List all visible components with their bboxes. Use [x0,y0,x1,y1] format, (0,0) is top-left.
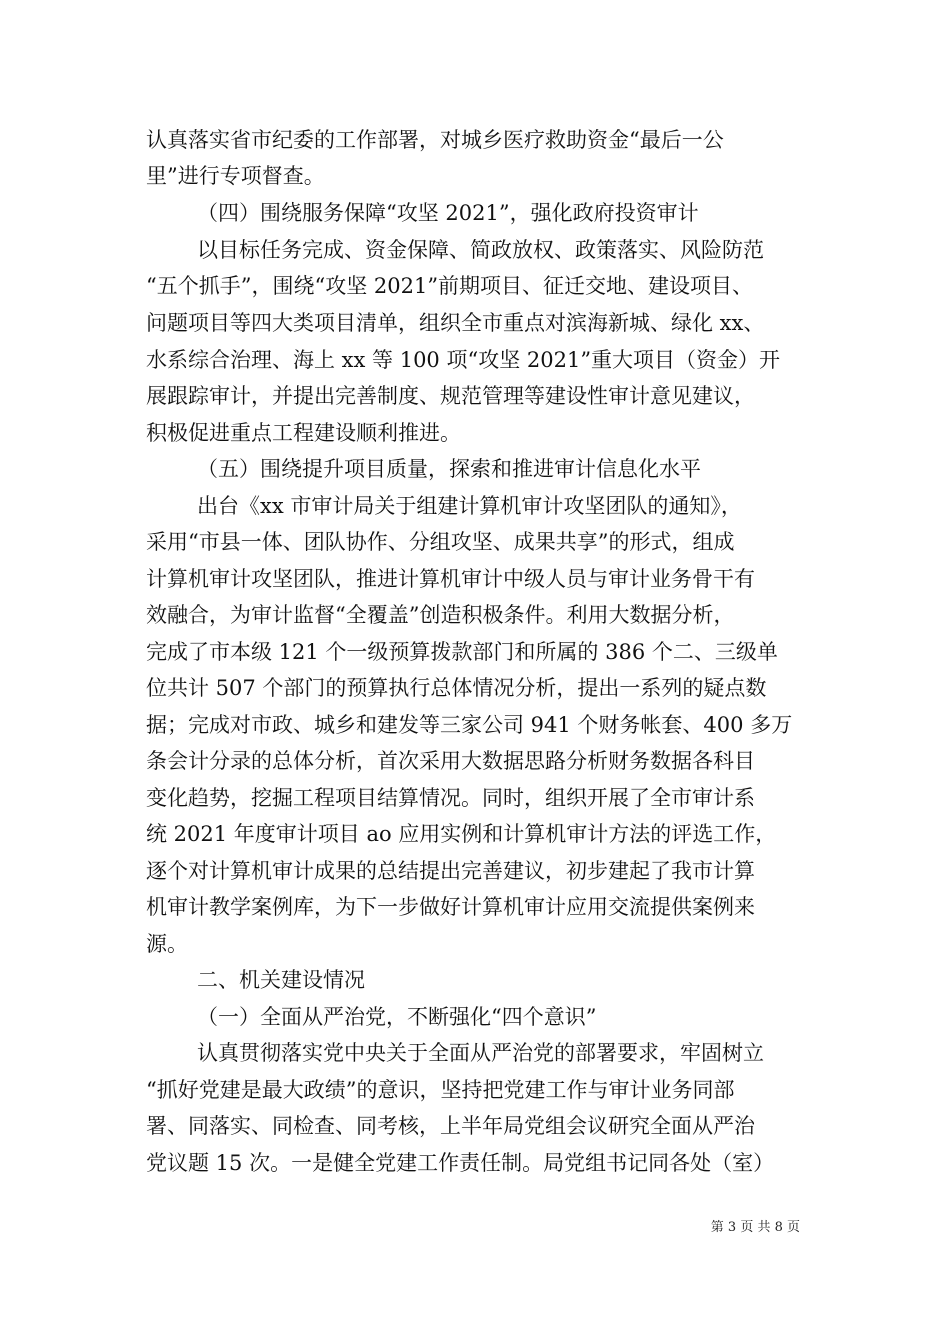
page-number: 第 3 页 共 8 页 [710,1220,800,1235]
body-line: “五个抓手”，围绕“攻坚 2021”前期项目、征迁交地、建设项目、 [146,274,754,298]
body-line: 变化趋势，挖掘工程项目结算情况。同时，组织开展了全市审计系 [146,786,755,810]
body-line: 统 2021 年度审计项目 ao 应用实例和计算机审计方法的评选工作， [146,822,777,846]
body-line: 问题项目等四大类项目清单，组织全市重点对滨海新城、绿化 xx、 [146,311,765,335]
body-line: 展跟踪审计，并提出完善制度、规范管理等建设性审计意见建议， [146,384,755,408]
section-heading: （一）全面从严治党，不断强化“四个意识” [197,1005,597,1029]
body-line: 效融合，为审计监督“全覆盖”创造积极条件。利用大数据分析， [146,603,735,627]
section-heading: （五）围绕提升项目质量，探索和推进审计信息化水平 [197,457,701,481]
body-line: “抓好党建是最大政绩”的意识，坚持把党建工作与审计业务同部 [146,1078,735,1102]
body-line: 据；完成对市政、城乡和建发等三家公司 941 个财务帐套、400 多万 [146,713,793,737]
body-line: 署、同落实、同检查、同考核，上半年局党组会议研究全面从严治 [146,1114,755,1138]
body-line: 认真落实省市纪委的工作部署，对城乡医疗救助资金“最后一公 [146,128,724,152]
body-line: 位共计 507 个部门的预算执行总体情况分析，提出一系列的疑点数 [146,676,767,700]
body-line: 完成了市本级 121 个一级预算拨款部门和所属的 386 个二、三级单 [146,640,778,664]
body-line: 逐个对计算机审计成果的总结提出完善建议，初步建起了我市计算 [146,859,755,883]
body-line: 认真贯彻落实党中央关于全面从严治党的部署要求，牢固树立 [197,1041,764,1065]
section-heading: （四）围绕服务保障“攻坚 2021”，强化政府投资审计 [197,201,699,225]
body-line: 计算机审计攻坚团队，推进计算机审计中级人员与审计业务骨干有 [146,567,755,591]
body-line: 出台《xx 市审计局关于组建计算机审计攻坚团队的通知》， [197,494,742,518]
chapter-heading: 二、机关建设情况 [197,968,365,992]
body-line: 源。 [146,932,188,956]
body-line: 机审计教学案例库，为下一步做好计算机审计应用交流提供案例来 [146,895,755,919]
body-line: 采用“市县一体、团队协作、分组攻坚、成果共享”的形式，组成 [146,530,735,554]
body-line: 条会计分录的总体分析，首次采用大数据思路分析财务数据各科目 [146,749,755,773]
body-line: 党议题 15 次。一是健全党建工作责任制。局党组书记同各处（室） [146,1151,775,1175]
body-line: 里”进行专项督查。 [146,164,325,188]
body-line: 以目标任务完成、资金保障、简政放权、政策落实、风险防范 [197,238,764,262]
body-line: 水系综合治理、海上 xx 等 100 项“攻坚 2021”重大项目（资金）开 [146,348,781,372]
body-line: 积极促进重点工程建设顺利推进。 [146,421,461,445]
